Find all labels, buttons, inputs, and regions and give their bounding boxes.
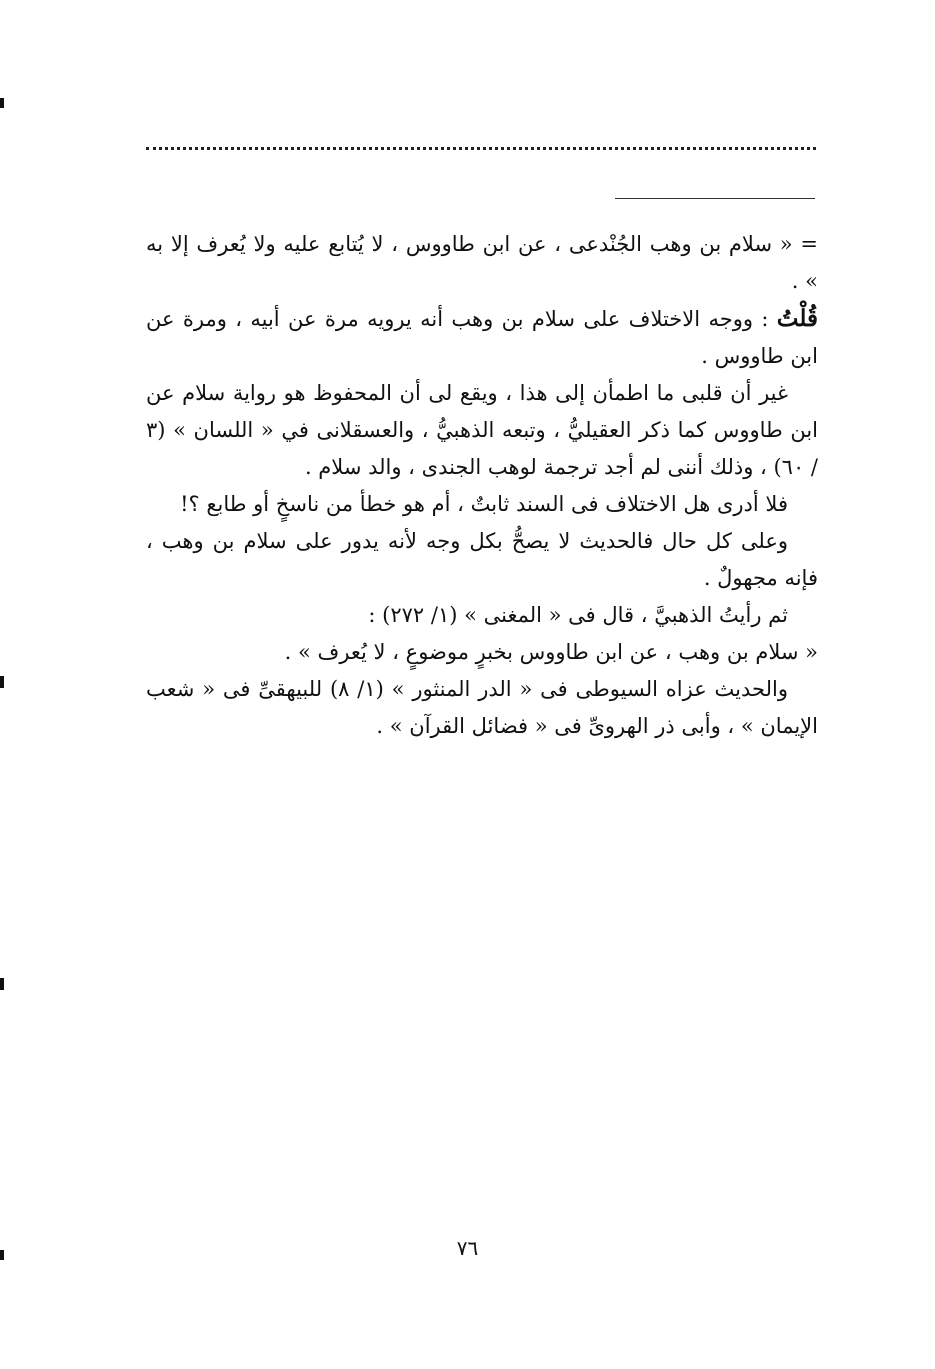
scan-edge-mark — [0, 1250, 4, 1260]
paragraph-3 — [146, 375, 818, 486]
paragraph-5 — [146, 523, 818, 597]
paragraph-8 — [146, 671, 818, 745]
page-number: ٧٦ — [456, 1236, 479, 1260]
paragraph-2-text: : ووجه الاختلاف على سلام بن وهب أنه يرويه مرة عن أبيه ، ومرة عن ابن طاووس . — [146, 307, 818, 368]
body-text — [146, 226, 818, 745]
scan-edge-mark — [0, 676, 4, 688]
paragraph-8-text: والحديث عزاه السيوطى فى « الدر المنثور » (١/ ٨) للبيهقىِّ فى « شعب الإيمان » ، وأبى ذر الهروىِّ فى « فضائل القرآن » . — [146, 677, 818, 738]
paragraph-1-text: = « سلام بن وهب الجُنْدعى ، عن ابن طاووس ، لا يُتابع عليه ولا يُعرف إلا به » . — [146, 232, 818, 293]
paragraph-4 — [146, 486, 818, 523]
paragraph-6-text: ثم رأيتُ الذهبيَّ ، قال فى « المغنى » (١/ ٢٧٢) : — [368, 603, 788, 627]
paragraph-6 — [146, 597, 818, 634]
paragraph-4-text: فلا أدرى هل الاختلاف فى السند ثابتٌ ، أم هو خطأ من ناسخٍ أو طابع ؟! — [180, 492, 788, 516]
scan-edge-mark — [0, 98, 4, 108]
paragraph-2 — [146, 300, 818, 375]
paragraph-3-text: غير أن قلبى ما اطمأن إلى هذا ، ويقع لى أن المحفوظ هو رواية سلام عن ابن طاووس كما ذكر العقيليُّ ، وتبعه الذهبيُّ ، والعسقلانى في « اللسان » (٣ / ٦٠) ، وذلك أننى لم أجد ترجمة لوهب الجندى ، والد سلام . — [146, 381, 818, 479]
paragraph-2-lead-word: قُلْتُ — [776, 305, 818, 332]
dotted-separator — [146, 147, 816, 150]
footnote-separator-line — [615, 198, 815, 199]
paragraph-7-text: « سلام بن وهب ، عن ابن طاووس بخبرٍ موضوعٍ ، لا يُعرف » . — [284, 640, 818, 664]
paragraph-5-text: وعلى كل حال فالحديث لا يصحُّ بكل وجه لأنه يدور على سلام بن وهب ، فإنه مجهولٌ . — [146, 529, 818, 590]
paragraph-7 — [146, 634, 818, 671]
paragraph-1 — [146, 226, 818, 300]
scan-edge-mark — [0, 978, 4, 990]
